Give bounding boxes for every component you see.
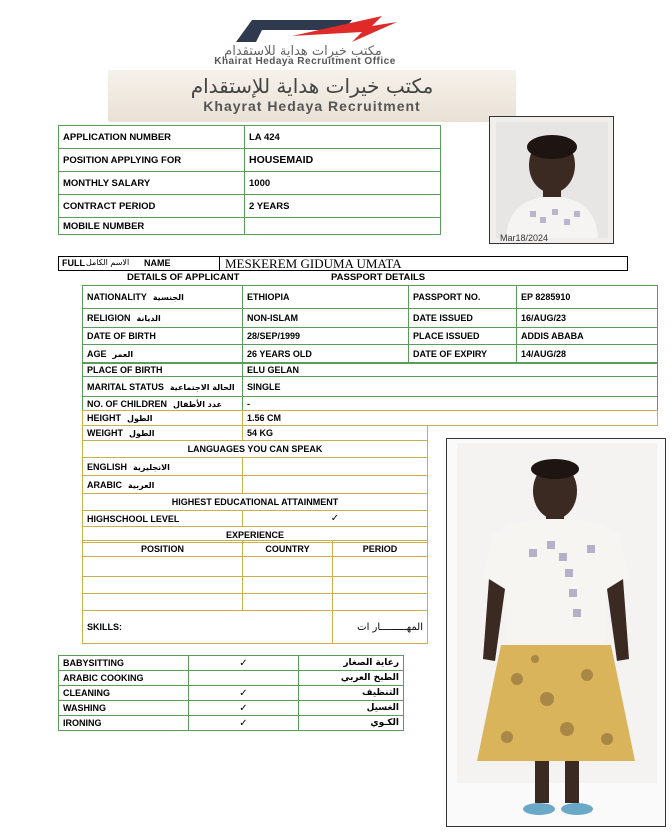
- english-arabic: الانجليزية: [133, 462, 170, 472]
- table-row: [59, 656, 404, 671]
- photo-date-stamp: Mar18/2024: [500, 233, 549, 243]
- table-row: [59, 218, 441, 235]
- table-row: [83, 309, 658, 328]
- table-row: [59, 686, 404, 701]
- children-value: -: [243, 397, 658, 411]
- application-table: [58, 125, 441, 235]
- dob-value: 28/SEP/1999: [243, 328, 409, 345]
- table-row: [59, 671, 404, 686]
- arabic-label: ARABIC: [87, 479, 122, 490]
- ironing-check: ✓: [189, 716, 299, 731]
- religion-value: NON-ISLAM: [243, 309, 409, 328]
- height-label: HEIGHT: [87, 413, 122, 423]
- table-row: [83, 397, 658, 411]
- height-arabic: الطول: [127, 414, 153, 423]
- application-number-value: LA 424: [245, 126, 441, 149]
- washing-arabic: الغسيل: [299, 701, 404, 716]
- table-row: [83, 411, 658, 426]
- nationality-label: NATIONALITY: [87, 292, 147, 302]
- skills-arabic: المهـــــــــار ات: [333, 611, 428, 644]
- ironing-label: IRONING: [59, 716, 189, 731]
- english-value: [243, 458, 428, 476]
- skills-label: SKILLS:: [83, 611, 333, 644]
- table-row: [83, 511, 428, 527]
- table-row: [59, 149, 441, 172]
- languages-header: LANGUAGES YOU CAN SPEAK: [83, 441, 428, 458]
- table-row: [83, 426, 428, 441]
- position-value: HOUSEMAID: [245, 149, 441, 172]
- name-label: NAME: [144, 258, 171, 268]
- table-row: [83, 611, 428, 644]
- babysitting-check: ✓: [189, 656, 299, 671]
- place-of-birth-label: PLACE OF BIRTH: [83, 363, 243, 377]
- height-table: [82, 410, 658, 426]
- washing-check: ✓: [189, 701, 299, 716]
- table-row: [83, 328, 658, 345]
- age-value: 26 YEARS OLD: [243, 345, 409, 364]
- details2-table: [82, 362, 658, 411]
- table-row: [83, 577, 428, 594]
- logo-arabic-text: مكتب خيرات هداية للاستقدام: [224, 44, 382, 59]
- marital-arabic: الحالة الاجتماعية: [169, 382, 235, 392]
- expiry-value: 14/AUG/28: [517, 345, 658, 364]
- table-row: [83, 458, 428, 476]
- cleaning-check: ✓: [189, 686, 299, 701]
- contract-value: 2 YEARS: [245, 195, 441, 218]
- salary-value: 1000: [245, 172, 441, 195]
- cleaning-arabic: التنظيف: [299, 686, 404, 701]
- details-header: DETAILS OF APPLICANT: [127, 272, 240, 283]
- cooking-label: ARABIC COOKING: [59, 671, 189, 686]
- mobile-value: [245, 218, 441, 235]
- fullname-value: MESKEREM GIDUMA UMATA: [225, 256, 402, 271]
- weight-label: WEIGHT: [87, 428, 123, 438]
- table-row: [83, 594, 428, 611]
- cooking-arabic: الطبخ العربي: [299, 671, 404, 686]
- salary-label: MONTHLY SALARY: [59, 172, 245, 195]
- exp-position-header: POSITION: [83, 541, 243, 557]
- table-row: [83, 557, 428, 577]
- babysitting-label: BABYSITTING: [59, 656, 189, 671]
- nationality-value: ETHIOPIA: [243, 286, 409, 309]
- place-issued-label: PLACE ISSUED: [409, 328, 517, 345]
- table-row: [83, 345, 658, 364]
- passport-no-value: EP 8285910: [517, 286, 658, 309]
- date-issued-value: 16/AUG/23: [517, 309, 658, 328]
- cleaning-label: CLEANING: [59, 686, 189, 701]
- nationality-arabic: الجنسية: [152, 293, 184, 302]
- marital-label: MARITAL STATUS: [87, 381, 164, 392]
- arabic-arabic: العربية: [128, 480, 155, 490]
- banner-arabic: مكتب خيرات هداية للإستقدام: [190, 74, 434, 98]
- education-check: ✓: [243, 511, 428, 527]
- experience-header: EXPERIENCE: [83, 527, 428, 543]
- applicant-photo-small: [489, 116, 614, 244]
- age-arabic: العمر: [112, 350, 134, 359]
- religion-label: RELIGION: [87, 313, 131, 323]
- skill-list-table: [58, 655, 404, 731]
- weight-arabic: الطول: [129, 429, 155, 438]
- table-row: [83, 441, 428, 458]
- height-value: 1.56 CM: [243, 411, 658, 426]
- table-row: [59, 195, 441, 218]
- table-row: [83, 494, 428, 511]
- logo-english-text: Khairat Hedaya Recruitment Office: [214, 56, 396, 67]
- details-table: [82, 285, 658, 364]
- position-label: POSITION APPLYING FOR: [59, 149, 245, 172]
- english-label: ENGLISH: [87, 461, 128, 472]
- banner-english: Khayrat Hedaya Recruitment: [203, 98, 421, 114]
- date-issued-label: DATE ISSUED: [409, 309, 517, 328]
- table-row: [83, 476, 428, 494]
- washing-label: WASHING: [59, 701, 189, 716]
- education-label: HIGHSCHOOL LEVEL: [83, 511, 243, 527]
- table-row: [59, 126, 441, 149]
- exp-period-header: PERIOD: [333, 541, 428, 557]
- table-row: [83, 286, 658, 309]
- fullname-row: [58, 256, 628, 271]
- dob-label: DATE OF BIRTH: [83, 328, 243, 345]
- children-arabic: عدد الأطفال: [173, 399, 222, 409]
- contract-label: CONTRACT PERIOD: [59, 195, 245, 218]
- application-number-label: APPLICATION NUMBER: [59, 126, 245, 149]
- arabic-value: [243, 476, 428, 494]
- table-row: [83, 377, 658, 397]
- age-label: AGE: [87, 349, 107, 359]
- ironing-arabic: الكـوي: [299, 716, 404, 731]
- table-row: [83, 541, 428, 557]
- children-label: NO. OF CHILDREN: [87, 398, 167, 409]
- marital-value: SINGLE: [243, 377, 658, 397]
- expiry-label: DATE OF EXPIRY: [409, 345, 517, 364]
- weight-value: 54 KG: [243, 426, 428, 441]
- table-row: [59, 172, 441, 195]
- table-row: [59, 701, 404, 716]
- header-banner: [108, 70, 516, 122]
- fullname-label: FULL: [62, 258, 85, 268]
- exp-country-header: COUNTRY: [243, 541, 333, 557]
- passport-no-label: PASSPORT NO.: [409, 286, 517, 309]
- fullname-arabic-label: الاسم الكامل: [86, 258, 130, 267]
- passport-header: PASSPORT DETAILS: [331, 272, 426, 283]
- table-row: [59, 716, 404, 731]
- mobile-label: MOBILE NUMBER: [59, 218, 245, 235]
- religion-arabic: الديانة: [136, 314, 161, 323]
- babysitting-arabic: رعاية الصغار: [299, 656, 404, 671]
- education-header: HIGHEST EDUCATIONAL ATTAINMENT: [83, 494, 428, 511]
- place-issued-value: ADDIS ABABA: [517, 328, 658, 345]
- table-row: [83, 363, 658, 377]
- cooking-check: [189, 671, 299, 686]
- experience-table: [82, 540, 428, 644]
- applicant-photo-large: [446, 438, 666, 827]
- lower-table: [82, 425, 428, 543]
- place-of-birth-value: ELU GELAN: [243, 363, 658, 377]
